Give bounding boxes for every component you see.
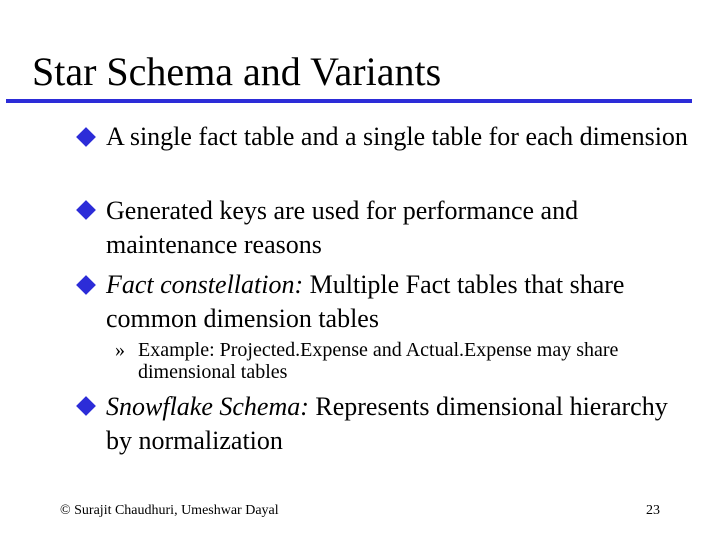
bullet-item	[106, 194, 696, 262]
bullet-text: Generated keys are used for performance and maintenance reasons	[106, 196, 579, 259]
bullet-text: Represents dimensional hierarchy by normalization	[106, 392, 668, 455]
bullet-item	[106, 268, 696, 336]
bullet-term: Snowflake Schema:	[106, 392, 309, 421]
footer-credit: © Surajit Chaudhuri, Umeshwar Dayal	[60, 503, 279, 518]
bullet-item	[106, 390, 696, 458]
page-number: 23	[646, 503, 660, 518]
bullet-text: A single fact table and a single table for each dimension	[106, 122, 688, 151]
bullet-item	[106, 120, 696, 154]
page-title: Star Schema and Variants	[32, 49, 442, 94]
sub-bullet-text: Example: Projected.Expense and Actual.Expense may share dimensional tables	[138, 339, 619, 383]
bullet-text: Multiple Fact tables that share common dimension tables	[106, 270, 625, 333]
diamond-bullet-icon	[76, 200, 96, 220]
title-divider	[6, 99, 692, 103]
diamond-bullet-icon	[76, 396, 96, 416]
diamond-bullet-icon	[76, 275, 96, 295]
sub-bullet-marker: »	[115, 339, 125, 361]
bullet-term: Fact constellation:	[106, 270, 304, 299]
diamond-bullet-icon	[76, 127, 96, 147]
